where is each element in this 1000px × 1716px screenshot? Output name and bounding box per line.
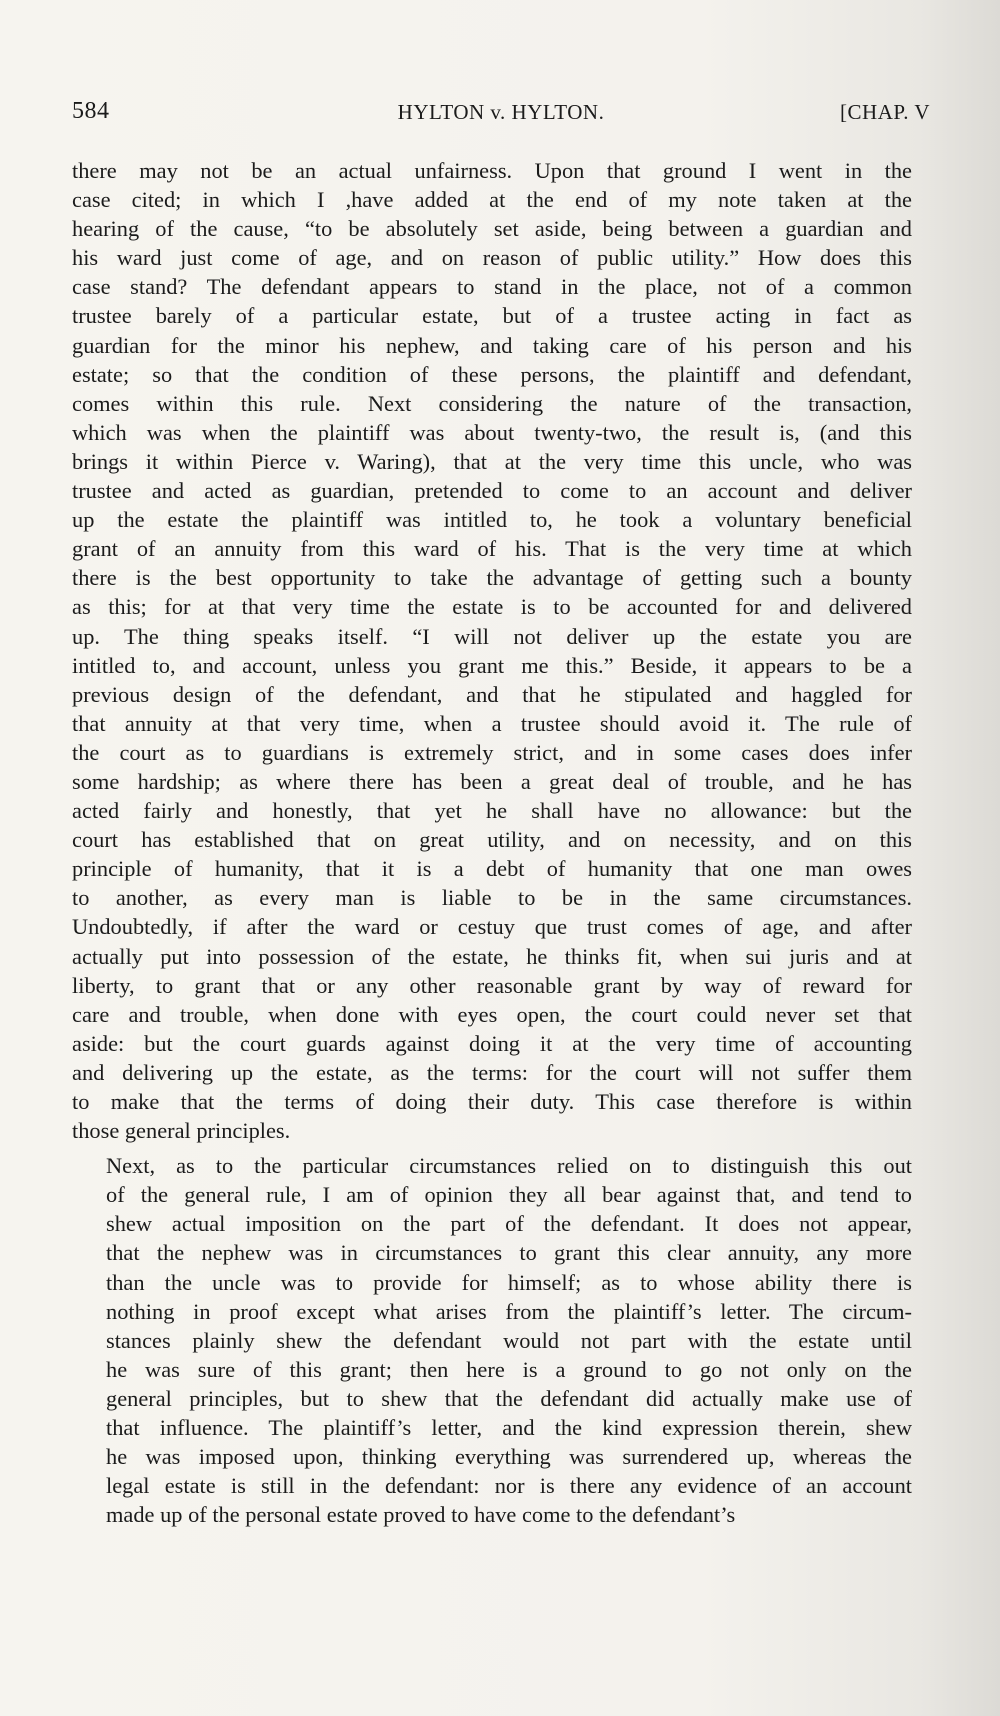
text-line: which was when the plaintiff was about twenty-two, the result is, (and this [72,419,912,445]
chapter-label: [CHAP. V [840,100,930,124]
text-line: Undoubtedly, if after the ward or cestuy que trust comes of age, and after [72,914,912,940]
text-line: acted fairly and honestly, that yet he shall have no allowance: but the [72,798,912,824]
text-line: court has established that on great utility, and on necessity, and on this [72,827,912,853]
text-line: he was imposed upon, thinking everything was surrendered up, whereas the [106,1444,912,1470]
text-line: trustee and acted as guardian, pretended to come to an account and deliver [72,478,912,504]
text-line: legal estate is still in the defendant: nor is there any evidence of an account [106,1473,912,1499]
text-line: that influence. The plaintiff’s letter, and the kind expression therein, shew [106,1415,912,1441]
text-line: actually put into possession of the estate, he thinks fit, when sui juris and at [72,943,912,969]
running-title: HYLTON v. HYLTON. [397,100,605,124]
text-line: and delivering up the estate, as the terms: for the court will not suffer them [72,1059,912,1085]
text-line: trustee barely of a particular estate, but of a trustee acting in fact as [72,303,912,329]
paragraph-2 [72,1151,912,1529]
text-line: those general principles. [72,1118,291,1144]
text-line: intitled to, and account, unless you grant me this.” Beside, it appears to be a [72,652,912,678]
text-line: stances plainly shew the defendant would not part with the estate until [106,1327,912,1353]
text-line: up. The thing speaks itself. “I will not deliver up the estate you are [72,623,912,649]
text-line: general principles, but to shew that the defendant did actually make use of [106,1385,912,1411]
text-line: there is the best opportunity to take the advantage of getting such a bounty [72,565,912,591]
text-line: nothing in proof except what arises from the plaintiff’s letter. The circum- [106,1298,912,1324]
text-line: care and trouble, when done with eyes open, the court could never set that [72,1001,912,1027]
text-line: liberty, to grant that or any other reasonable grant by way of reward for [72,972,912,998]
text-line: shew actual imposition on the part of the defendant. It does not appear, [106,1211,912,1237]
page-number: 584 [72,98,110,124]
text-line: grant of an annuity from this ward of his. That is the very time at which [72,536,912,562]
text-line: that annuity at that very time, when a trustee should avoid it. The rule of [72,710,912,736]
text-line: Next, as to the particular circumstances relied on to distinguish this out [106,1153,912,1179]
text-line: some hardship; as where there has been a great deal of trouble, and he has [72,768,912,794]
text-line: made up of the personal estate proved to have come to the defendant’s [106,1502,736,1528]
text-line: up the estate the plaintiff was intitled to, he took a voluntary beneficial [72,507,912,533]
text-line: his ward just come of age, and on reason of public utility.” How does this [72,245,912,271]
text-line: hearing of the cause, “to be absolutely set aside, being between a guardian and [72,216,912,242]
text-line: comes within this rule. Next considering the nature of the transaction, [72,390,912,416]
text-line: of the general rule, I am of opinion they all bear against that, and tend to [106,1182,912,1208]
text-line: as this; for at that very time the estate is to be accounted for and delivered [72,594,912,620]
text-line: estate; so that the condition of these persons, the plaintiff and defendant, [72,361,912,387]
text-line: previous design of the defendant, and that he stipulated and haggled for [72,681,912,707]
text-line: aside: but the court guards against doing it at the very time of accounting [72,1030,912,1056]
text-line: he was sure of this grant; then here is a ground to go not only on the [106,1356,912,1382]
text-line: to another, as every man is liable to be in the same circumstances. [72,885,912,911]
text-line: case stand? The defendant appears to stand in the place, not of a common [72,274,912,300]
text-line: case cited; in which I ,have added at the end of my note taken at the [72,187,912,213]
text-line: principle of humanity, that it is a debt of humanity that one man owes [72,856,912,882]
text-line: brings it within Pierce v. Waring), that at the very time this uncle, who was [72,448,912,474]
running-head [72,98,930,128]
text-line: the court as to guardians is extremely strict, and in some cases does infer [72,739,912,765]
text-line: to make that the terms of doing their duty. This case therefore is within [72,1089,912,1114]
paragraph-1 [72,156,912,1145]
body-text [72,156,912,1529]
text-line: that the nephew was in circumstances to grant this clear annuity, any more [106,1240,912,1266]
text-line: guardian for the minor his nephew, and taking care of his person and his [72,332,912,358]
text-line: there may not be an actual unfairness. Upon that ground I went in the [72,158,912,183]
text-line: than the uncle was to provide for himself; as to whose ability there is [106,1269,912,1295]
